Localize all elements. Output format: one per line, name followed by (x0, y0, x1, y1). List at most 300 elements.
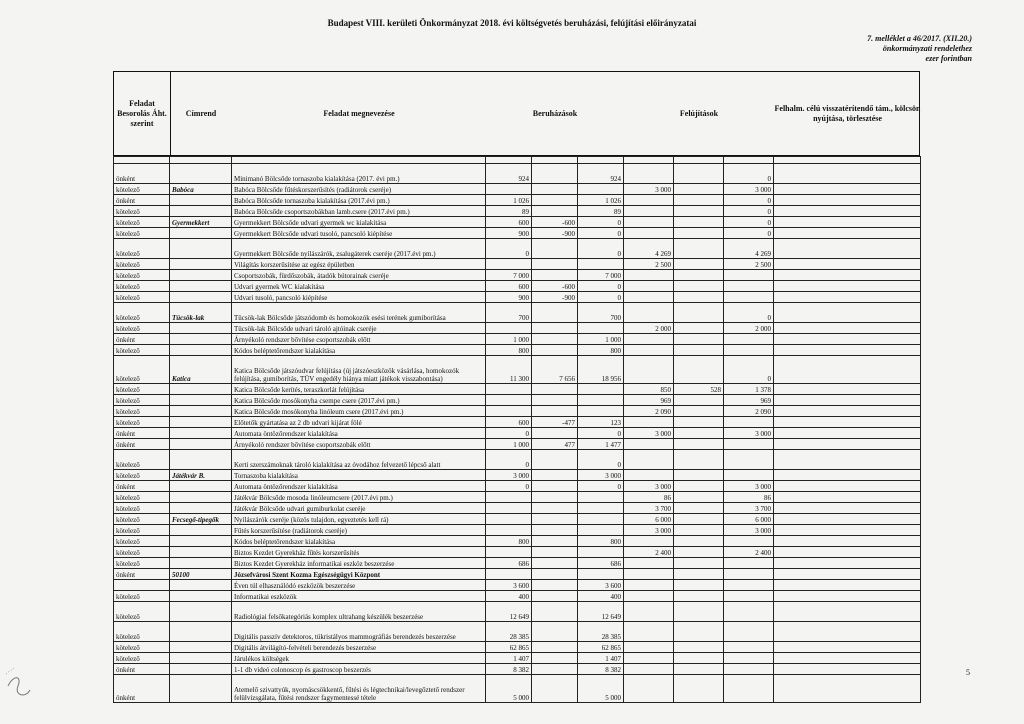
felhalm-cell (774, 481, 921, 492)
beruhazas-orig-cell: 900 (486, 292, 532, 303)
felujitas-orig-cell (624, 664, 674, 675)
megnevezes-cell: Biztos Kezdet Gyerekház informatikai eszköz beszerzése (232, 558, 486, 569)
cimrend-cell: Fecsegő-tipegők (170, 514, 232, 525)
beruhazas-mod-cell (532, 653, 578, 664)
beruhazas-mod-cell (532, 470, 578, 481)
feladat-cell: kötelező (114, 622, 170, 642)
felujitas-new-cell (724, 653, 774, 664)
megnevezes-cell: Informatikai eszközök (232, 591, 486, 602)
felujitas-mod-cell (674, 536, 724, 547)
beruhazas-orig-cell (486, 569, 532, 580)
beruhazas-orig-cell: 600 (486, 217, 532, 228)
felujitas-orig-cell: 2 500 (624, 259, 674, 270)
megnevezes-cell: Játékvár Bölcsőde udvari gumiburkolat cseréje (232, 503, 486, 514)
beruhazas-new-cell: 800 (578, 536, 624, 547)
megnevezes-cell: Világítás korszerűsítése az egész épületben (232, 259, 486, 270)
feladat-cell: kötelező (114, 206, 170, 217)
felujitas-new-cell: 0 (724, 228, 774, 239)
beruhazas-new-cell: 1 407 (578, 653, 624, 664)
feladat-cell: kötelező (114, 345, 170, 356)
felujitas-new-cell: 0 (724, 195, 774, 206)
felujitas-orig-cell: 2 400 (624, 547, 674, 558)
cimrend-cell (170, 558, 232, 569)
felujitas-new-cell: 3 000 (724, 481, 774, 492)
beruhazas-mod-cell (532, 450, 578, 470)
beruhazas-mod-cell (532, 580, 578, 591)
beruhazas-new-cell (578, 395, 624, 406)
megnevezes-cell: Udvari tusoló, pancsoló kiépítése (232, 292, 486, 303)
megnevezes-cell: 1-1 db videó colonoscop és gastroscop beszerzés (232, 664, 486, 675)
megnevezes-cell: Gyermekkert Bölcsőde udvari gyermek wc kialakítása (232, 217, 486, 228)
beruhazas-new-cell: 0 (578, 228, 624, 239)
beruhazas-new-cell: 3 000 (578, 470, 624, 481)
felujitas-new-cell: 2 500 (724, 259, 774, 270)
beruhazas-new-cell: 18 956 (578, 356, 624, 384)
felhalm-cell (774, 591, 921, 602)
felujitas-orig-cell (624, 653, 674, 664)
felhalm-cell (774, 503, 921, 514)
felhalm-cell (774, 470, 921, 481)
feladat-cell: kötelező (114, 184, 170, 195)
felujitas-mod-cell (674, 664, 724, 675)
beruhazas-new-cell: 1 000 (578, 334, 624, 345)
beruhazas-orig-cell: 600 (486, 417, 532, 428)
beruhazas-orig-cell: 11 300 (486, 356, 532, 384)
cimrend-cell (170, 417, 232, 428)
felujitas-orig-cell (624, 281, 674, 292)
megnevezes-cell: Katica Bölcsőde mosókonyha csempe csere (2017.évi pm.) (232, 395, 486, 406)
beruhazas-mod-cell (532, 514, 578, 525)
table-row (114, 384, 921, 395)
beruhazas-mod-cell (532, 239, 578, 259)
handwritten-signature (4, 664, 34, 704)
felujitas-mod-cell (674, 345, 724, 356)
table-row (114, 622, 921, 642)
felujitas-new-cell (724, 642, 774, 653)
table-row (114, 184, 921, 195)
felujitas-new-cell: 3 700 (724, 503, 774, 514)
table-row (114, 525, 921, 536)
feladat-cell: kötelező (114, 270, 170, 281)
felujitas-orig-cell: 3 000 (624, 184, 674, 195)
cimrend-cell (170, 580, 232, 591)
felhalm-cell (774, 558, 921, 569)
beruhazas-mod-cell: -477 (532, 417, 578, 428)
beruhazas-mod-cell (532, 206, 578, 217)
felujitas-new-cell (724, 558, 774, 569)
felujitas-orig-cell (624, 450, 674, 470)
table-row (114, 206, 921, 217)
felujitas-mod-cell (674, 334, 724, 345)
felujitas-new-cell (724, 602, 774, 622)
header-feladat: Feladat Besorolás Áht. szerint (114, 72, 171, 155)
beruhazas-orig-cell (486, 384, 532, 395)
table-body (114, 157, 921, 703)
beruhazas-orig-cell: 12 649 (486, 602, 532, 622)
felujitas-orig-cell (624, 642, 674, 653)
beruhazas-new-cell (578, 406, 624, 417)
beruhazas-orig-cell: 924 (486, 164, 532, 184)
beruhazas-orig-cell (486, 514, 532, 525)
beruhazas-mod-cell (532, 664, 578, 675)
felujitas-new-cell: 0 (724, 356, 774, 384)
felujitas-mod-cell (674, 270, 724, 281)
header-spacer-row (114, 157, 921, 164)
megnevezes-cell: Előtetők gyártatása az 2 db udvari kijárat fölé (232, 417, 486, 428)
feladat-cell: kötelező (114, 653, 170, 664)
megnevezes-cell: Fűtés korszerűsítése (radiátorok cseréje) (232, 525, 486, 536)
beruhazas-mod-cell (532, 184, 578, 195)
felujitas-orig-cell (624, 439, 674, 450)
megnevezes-cell: Kódos beléptetőrendszer kialakítása (232, 345, 486, 356)
beruhazas-orig-cell: 62 865 (486, 642, 532, 653)
beruhazas-new-cell: 0 (578, 292, 624, 303)
felujitas-orig-cell (624, 470, 674, 481)
annex-reference (867, 34, 972, 64)
cimrend-cell (170, 239, 232, 259)
feladat-cell: kötelező (114, 384, 170, 395)
beruhazas-orig-cell: 800 (486, 536, 532, 547)
felujitas-orig-cell (624, 303, 674, 323)
table-row (114, 195, 921, 206)
felujitas-new-cell: 86 (724, 492, 774, 503)
megnevezes-cell: Tornaszoba kialakítása (232, 470, 486, 481)
beruhazas-orig-cell: 0 (486, 450, 532, 470)
beruhazas-new-cell: 5 000 (578, 675, 624, 703)
megnevezes-cell: Katica Bölcsőde kerítés, teraszkorlát felújítása (232, 384, 486, 395)
beruhazas-mod-cell: 477 (532, 439, 578, 450)
cimrend-cell (170, 675, 232, 703)
felhalm-cell (774, 580, 921, 591)
felujitas-mod-cell (674, 439, 724, 450)
page-number: 5 (966, 668, 970, 677)
cimrend-cell: Gyermekkert (170, 217, 232, 228)
table-row (114, 664, 921, 675)
cimrend-cell (170, 270, 232, 281)
beruhazas-new-cell (578, 259, 624, 270)
felujitas-orig-cell: 3 000 (624, 428, 674, 439)
beruhazas-orig-cell: 1 026 (486, 195, 532, 206)
spacer-cell (232, 157, 486, 164)
feladat-cell: önként (114, 481, 170, 492)
beruhazas-mod-cell: -900 (532, 292, 578, 303)
megnevezes-cell: Éven túl elhasználódó eszközök beszerzése (232, 580, 486, 591)
megnevezes-cell: Józsefvárosi Szent Kozma Egészségügyi Központ (232, 569, 486, 580)
felujitas-mod-cell (674, 622, 724, 642)
felujitas-mod-cell (674, 675, 724, 703)
feladat-cell: kötelező (114, 450, 170, 470)
table-row (114, 439, 921, 450)
beruhazas-mod-cell (532, 195, 578, 206)
beruhazas-mod-cell (532, 303, 578, 323)
feladat-cell: kötelező (114, 259, 170, 270)
beruhazas-new-cell (578, 184, 624, 195)
investment-table (113, 156, 921, 703)
cimrend-cell: Katica (170, 356, 232, 384)
feladat-cell: önként (114, 164, 170, 184)
feladat-cell: kötelező (114, 281, 170, 292)
felujitas-mod-cell (674, 569, 724, 580)
feladat-cell: kötelező (114, 406, 170, 417)
megnevezes-cell: Árnyékoló rendszer bővítése csoportszobák előtt (232, 439, 486, 450)
table-row (114, 503, 921, 514)
megnevezes-cell: Radiológiai felsőkategóriás komplex ultrahang készülék beszerzése (232, 602, 486, 622)
beruhazas-new-cell (578, 514, 624, 525)
spacer-cell (774, 157, 921, 164)
felujitas-new-cell (724, 439, 774, 450)
beruhazas-orig-cell: 5 000 (486, 675, 532, 703)
feladat-cell: kötelező (114, 417, 170, 428)
cimrend-cell (170, 292, 232, 303)
felujitas-new-cell: 1 378 (724, 384, 774, 395)
beruhazas-orig-cell: 800 (486, 345, 532, 356)
feladat-cell: kötelező (114, 228, 170, 239)
table-row (114, 406, 921, 417)
felujitas-orig-cell: 86 (624, 492, 674, 503)
feladat-cell: kötelező (114, 292, 170, 303)
beruhazas-new-cell (578, 384, 624, 395)
megnevezes-cell: Babóca Bölcsőde fűtéskorszerűsítés (radiátorok cseréje) (232, 184, 486, 195)
feladat-cell: kötelező (114, 514, 170, 525)
beruhazas-mod-cell (532, 642, 578, 653)
felujitas-new-cell: 0 (724, 217, 774, 228)
felujitas-orig-cell (624, 591, 674, 602)
felhalm-cell (774, 206, 921, 217)
beruhazas-new-cell: 400 (578, 591, 624, 602)
table-row (114, 547, 921, 558)
cimrend-cell (170, 334, 232, 345)
felhalm-cell (774, 195, 921, 206)
felujitas-new-cell (724, 675, 774, 703)
feladat-cell: önként (114, 569, 170, 580)
feladat-cell: kötelező (114, 503, 170, 514)
felujitas-mod-cell (674, 206, 724, 217)
header-beruhazasok: Beruházások (532, 108, 578, 118)
cimrend-cell: 50100 (170, 569, 232, 580)
cimrend-cell (170, 547, 232, 558)
cimrend-cell (170, 428, 232, 439)
beruhazas-orig-cell: 89 (486, 206, 532, 217)
felujitas-mod-cell (674, 591, 724, 602)
felujitas-orig-cell (624, 602, 674, 622)
beruhazas-mod-cell (532, 536, 578, 547)
felujitas-orig-cell (624, 580, 674, 591)
beruhazas-new-cell: 800 (578, 345, 624, 356)
table-row (114, 675, 921, 703)
felhalm-cell (774, 184, 921, 195)
felujitas-new-cell: 0 (724, 303, 774, 323)
beruhazas-mod-cell (532, 164, 578, 184)
spacer-cell (724, 157, 774, 164)
beruhazas-orig-cell: 1 407 (486, 653, 532, 664)
table-row (114, 323, 921, 334)
feladat-cell: kötelező (114, 602, 170, 622)
felujitas-new-cell: 0 (724, 206, 774, 217)
beruhazas-orig-cell: 600 (486, 281, 532, 292)
felujitas-new-cell (724, 569, 774, 580)
felujitas-new-cell (724, 664, 774, 675)
felujitas-orig-cell: 3 700 (624, 503, 674, 514)
felhalm-cell (774, 356, 921, 384)
beruhazas-new-cell: 28 385 (578, 622, 624, 642)
beruhazas-orig-cell: 400 (486, 591, 532, 602)
spacer-cell (114, 157, 170, 164)
cimrend-cell (170, 259, 232, 270)
felujitas-mod-cell (674, 580, 724, 591)
felujitas-mod-cell (674, 395, 724, 406)
felujitas-new-cell (724, 450, 774, 470)
spacer-cell (624, 157, 674, 164)
cimrend-cell: Játékvár B. (170, 470, 232, 481)
cimrend-cell: Babóca (170, 184, 232, 195)
felujitas-mod-cell (674, 481, 724, 492)
felhalm-cell (774, 642, 921, 653)
felujitas-mod-cell (674, 323, 724, 334)
table-row (114, 602, 921, 622)
felujitas-orig-cell (624, 356, 674, 384)
table-row (114, 292, 921, 303)
felhalm-cell (774, 217, 921, 228)
cimrend-cell (170, 164, 232, 184)
felujitas-orig-cell (624, 417, 674, 428)
felhalm-cell (774, 323, 921, 334)
beruhazas-new-cell: 7 000 (578, 270, 624, 281)
annex-line: 7. melléklet a 46/2017. (XII.20.) (867, 34, 972, 43)
megnevezes-cell: Automata öntözőrendszer kialakítása (232, 481, 486, 492)
cimrend-cell (170, 206, 232, 217)
beruhazas-new-cell (578, 503, 624, 514)
table-row (114, 492, 921, 503)
felujitas-orig-cell (624, 206, 674, 217)
beruhazas-orig-cell: 3 600 (486, 580, 532, 591)
felujitas-mod-cell (674, 184, 724, 195)
felujitas-mod-cell (674, 356, 724, 384)
feladat-cell: kötelező (114, 217, 170, 228)
beruhazas-mod-cell (532, 591, 578, 602)
felujitas-new-cell (724, 292, 774, 303)
felhalm-cell (774, 164, 921, 184)
felujitas-mod-cell (674, 195, 724, 206)
beruhazas-new-cell: 123 (578, 417, 624, 428)
beruhazas-new-cell (578, 547, 624, 558)
beruhazas-new-cell (578, 569, 624, 580)
beruhazas-new-cell (578, 323, 624, 334)
header-felujitasok: Felújítások (679, 108, 719, 118)
felujitas-new-cell (724, 536, 774, 547)
felujitas-new-cell: 2 000 (724, 323, 774, 334)
cimrend-cell (170, 622, 232, 642)
table-row (114, 303, 921, 323)
beruhazas-orig-cell: 7 000 (486, 270, 532, 281)
table-row (114, 558, 921, 569)
felujitas-orig-cell (624, 558, 674, 569)
felujitas-orig-cell: 6 000 (624, 514, 674, 525)
felujitas-mod-cell (674, 492, 724, 503)
felujitas-orig-cell (624, 217, 674, 228)
beruhazas-new-cell: 0 (578, 217, 624, 228)
cimrend-cell (170, 384, 232, 395)
megnevezes-cell: Játékvár Bölcsőde mosoda linóleumcsere (2017.évi pm.) (232, 492, 486, 503)
feladat-cell: kötelező (114, 323, 170, 334)
table-row (114, 514, 921, 525)
megnevezes-cell: Kódos beléptetőrendszer kialakítása (232, 536, 486, 547)
beruhazas-mod-cell (532, 503, 578, 514)
beruhazas-mod-cell: -600 (532, 217, 578, 228)
felhalm-cell (774, 228, 921, 239)
megnevezes-cell: Biztos Kezdet Gyerekház fűtés korszerűsítés (232, 547, 486, 558)
cimrend-cell (170, 228, 232, 239)
beruhazas-mod-cell (532, 547, 578, 558)
beruhazas-mod-cell: -600 (532, 281, 578, 292)
felujitas-mod-cell (674, 164, 724, 184)
beruhazas-new-cell: 686 (578, 558, 624, 569)
felujitas-new-cell: 3 000 (724, 428, 774, 439)
megnevezes-cell: Kerti szerszámoknak tároló kialakítása az óvodához felvezető lépcső alatt (232, 450, 486, 470)
feladat-cell: kötelező (114, 395, 170, 406)
beruhazas-orig-cell: 3 000 (486, 470, 532, 481)
felujitas-mod-cell (674, 503, 724, 514)
felhalm-cell (774, 384, 921, 395)
felujitas-new-cell (724, 622, 774, 642)
megnevezes-cell: Katica Bölcsőde mosókonyha linóleum csere (2017.évi pm.) (232, 406, 486, 417)
table-row (114, 281, 921, 292)
felujitas-mod-cell (674, 642, 724, 653)
felujitas-mod-cell (674, 558, 724, 569)
felhalm-cell (774, 270, 921, 281)
megnevezes-cell: Járulékos költségek (232, 653, 486, 664)
cimrend-cell (170, 195, 232, 206)
felujitas-orig-cell: 850 (624, 384, 674, 395)
felujitas-new-cell: 2 400 (724, 547, 774, 558)
beruhazas-orig-cell: 0 (486, 428, 532, 439)
felujitas-orig-cell (624, 569, 674, 580)
cimrend-cell (170, 439, 232, 450)
felujitas-mod-cell: 528 (674, 384, 724, 395)
felujitas-mod-cell (674, 514, 724, 525)
felujitas-mod-cell (674, 239, 724, 259)
cimrend-cell (170, 492, 232, 503)
felhalm-cell (774, 664, 921, 675)
felhalm-cell (774, 406, 921, 417)
felujitas-mod-cell (674, 217, 724, 228)
felujitas-new-cell (724, 270, 774, 281)
table-header (113, 71, 920, 156)
feladat-cell: kötelező (114, 470, 170, 481)
cimrend-cell (170, 406, 232, 417)
table-row (114, 259, 921, 270)
felhalm-cell (774, 259, 921, 270)
table-row (114, 334, 921, 345)
beruhazas-new-cell: 0 (578, 428, 624, 439)
felhalm-cell (774, 622, 921, 642)
table-row (114, 345, 921, 356)
felujitas-mod-cell (674, 228, 724, 239)
felujitas-new-cell (724, 470, 774, 481)
beruhazas-mod-cell (532, 602, 578, 622)
beruhazas-orig-cell: 8 382 (486, 664, 532, 675)
beruhazas-mod-cell (532, 384, 578, 395)
felhalm-cell (774, 450, 921, 470)
felujitas-new-cell: 2 090 (724, 406, 774, 417)
beruhazas-mod-cell (532, 569, 578, 580)
table-row (114, 395, 921, 406)
felujitas-orig-cell (624, 270, 674, 281)
feladat-cell: kötelező (114, 356, 170, 384)
felujitas-new-cell (724, 580, 774, 591)
beruhazas-orig-cell: 900 (486, 228, 532, 239)
felujitas-mod-cell (674, 602, 724, 622)
felujitas-new-cell: 0 (724, 164, 774, 184)
